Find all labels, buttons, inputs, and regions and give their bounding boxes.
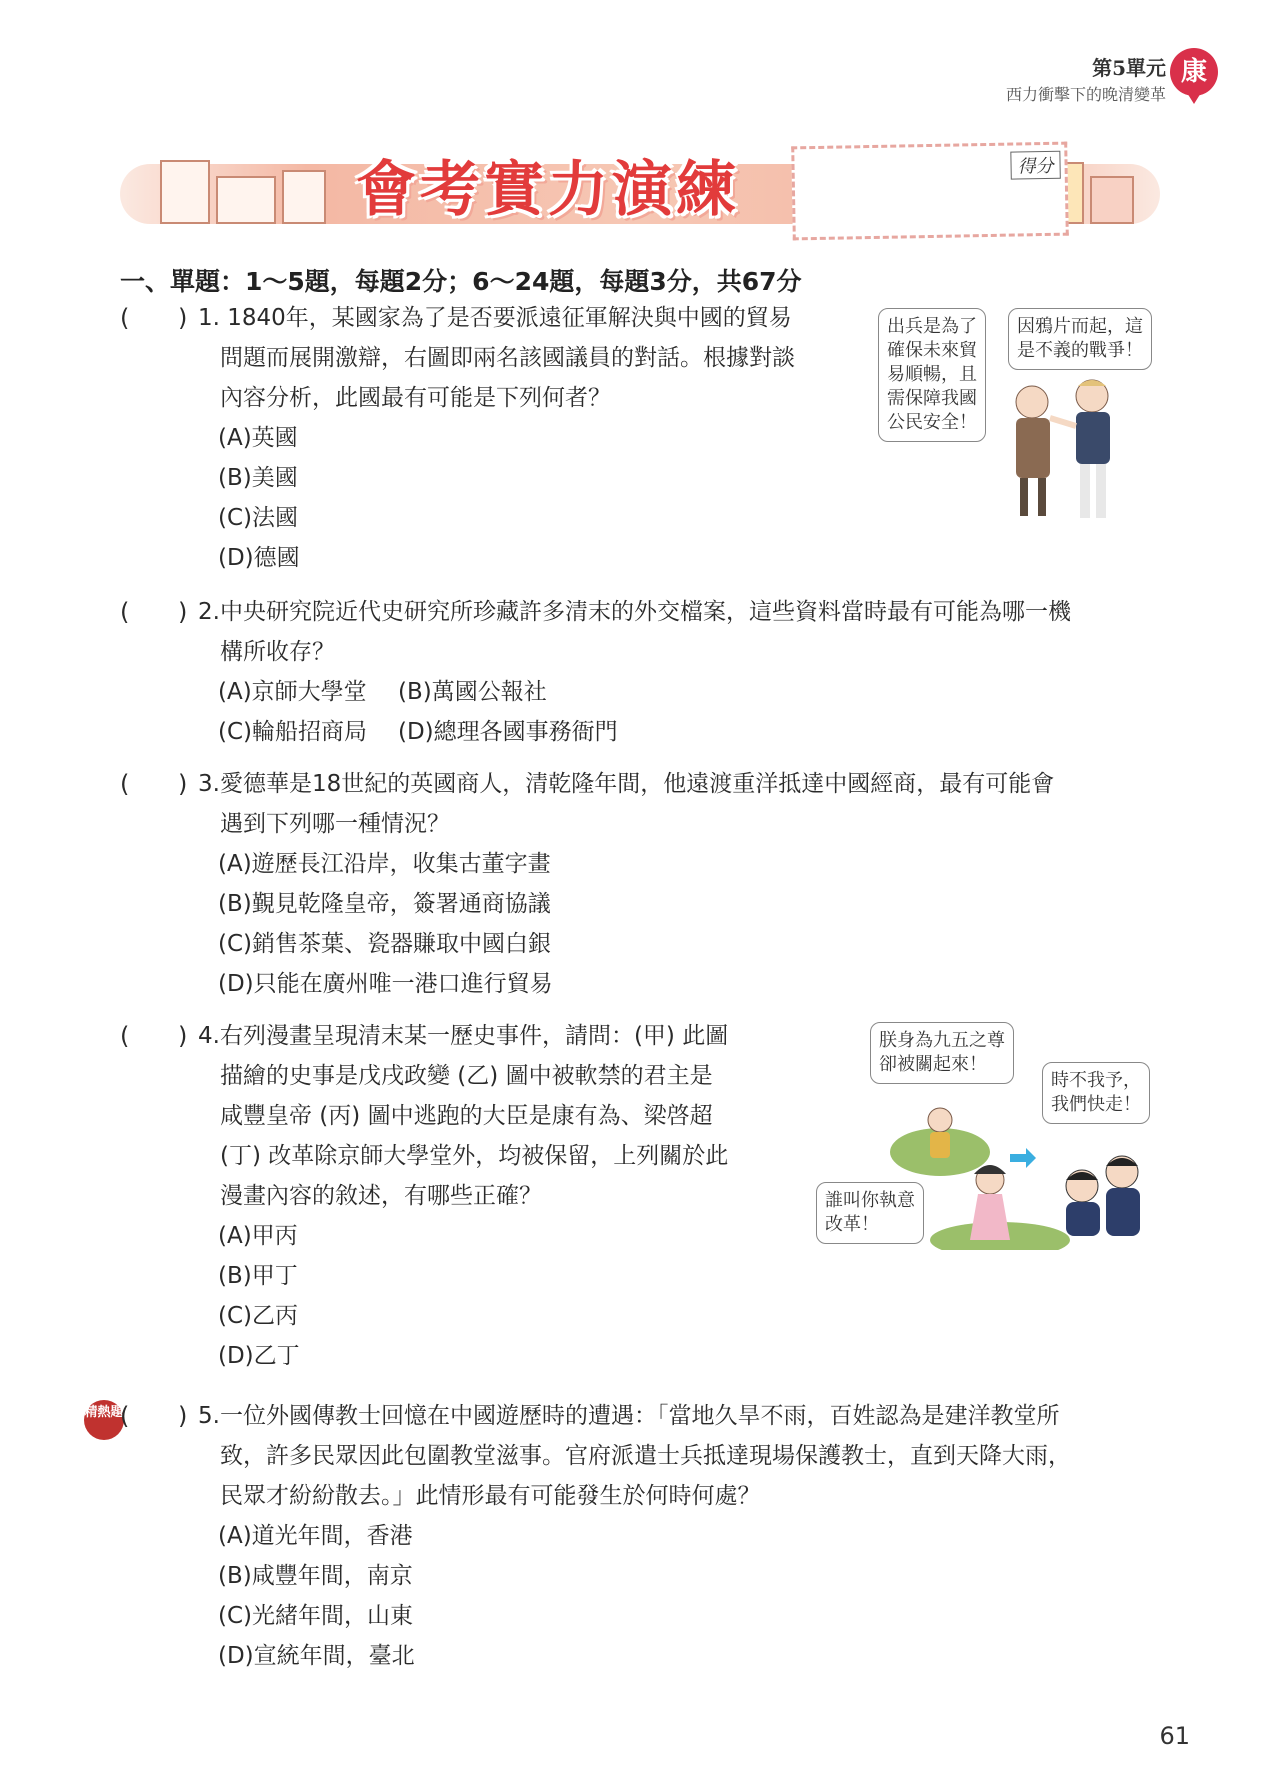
- option-b[interactable]: (B)美國: [218, 465, 298, 491]
- question-text-line: 問題而展開激辯，右圖即兩名該國議員的對話。根據對談: [220, 345, 795, 371]
- option-a[interactable]: (A)京師大學堂: [218, 679, 367, 705]
- unit-badge: 康: [1170, 48, 1218, 96]
- question-body: [198, 1016, 728, 1216]
- speech-bubble: 時不我予， 我們快走！: [1042, 1062, 1150, 1124]
- option-a[interactable]: (A)遊歷長江沿岸，收集古董字畫: [218, 851, 551, 877]
- speech-bubble: 出兵是為了 確保未來貿 易順暢，且 需保障我國 公民安全！: [878, 308, 986, 442]
- question-text-line: 漫畫內容的敘述，有哪些正確？: [220, 1183, 542, 1209]
- title-banner: [120, 140, 1160, 236]
- score-box[interactable]: [791, 142, 1069, 241]
- option-b[interactable]: (B)甲丁: [218, 1263, 298, 1289]
- question-text-line: 遇到下列哪一種情況？: [220, 811, 450, 837]
- banner-title: 會考實力演練: [356, 155, 740, 225]
- question-text-line: 描繪的史事是戊戌政變 (乙) 圖中被軟禁的君主是: [220, 1063, 713, 1089]
- question-text-line: 內容分析，此國最有可能是下列何者？: [220, 385, 611, 411]
- speech-bubble: 朕身為九五之尊 卻被關起來！: [870, 1022, 1014, 1084]
- speech-bubble: 誰叫你執意 改革！: [816, 1182, 924, 1244]
- score-label: 得分: [1010, 151, 1060, 180]
- coup-cartoon-illustration: [870, 1090, 1170, 1250]
- option-c[interactable]: (C)光緒年間，山東: [218, 1603, 414, 1629]
- answer-blank[interactable]: ( ): [120, 1022, 188, 1050]
- badge-pin-icon: [1184, 88, 1204, 104]
- question-text-line: 民眾才紛紛散去。」此情形最有可能發生於何時何處？: [220, 1483, 761, 1509]
- question-text-line: 右列漫畫呈現清末某一歷史事件，請問：(甲) 此圖: [219, 1023, 729, 1049]
- option-a[interactable]: (A)英國: [218, 425, 298, 451]
- question-body: [198, 764, 1054, 844]
- building-icon: [160, 160, 210, 224]
- section-heading: 一、單題：1～5題，每題2分；6～24題，每題3分，共67分: [120, 267, 802, 296]
- option-c[interactable]: (C)法國: [218, 505, 299, 531]
- question-text-line: 一位外國傳教士回憶在中國遊歷時的遭遇：「當地久旱不雨，百姓認為是建洋教堂所: [219, 1403, 1060, 1429]
- hot-topic-badge: 精熱題: [84, 1400, 124, 1440]
- option-d[interactable]: (D)乙丁: [218, 1343, 300, 1369]
- question-body: [198, 592, 1071, 672]
- question-number: 1.: [198, 305, 220, 331]
- unit-label: 第5單元: [1092, 56, 1166, 80]
- option-b[interactable]: (B)覲見乾隆皇帝，簽署通商協議: [218, 891, 551, 917]
- question-number: 5.: [198, 1403, 220, 1429]
- question-number: 3.: [198, 771, 220, 797]
- question-text-line: 咸豐皇帝 (丙) 圖中逃跑的大臣是康有為、梁啓超: [220, 1103, 713, 1129]
- question-text-line: 中央研究院近代史研究所珍藏許多清末的外交檔案，這些資料當時最有可能為哪一機: [219, 599, 1071, 625]
- option-d[interactable]: (D)只能在廣州唯一港口進行貿易: [218, 971, 553, 997]
- option-d[interactable]: (D)總理各國事務衙門: [398, 719, 618, 745]
- page-number: 61: [1159, 1722, 1190, 1750]
- question-number: 4.: [198, 1023, 220, 1049]
- building-icon: [1090, 176, 1134, 224]
- question-number: 2.: [198, 599, 220, 625]
- question-text-line: 構所收存？: [220, 639, 335, 665]
- option-c[interactable]: (C)輪船招商局: [218, 719, 368, 745]
- question-body: [198, 1396, 1071, 1516]
- option-c[interactable]: (C)乙丙: [218, 1303, 299, 1329]
- option-a[interactable]: (A)甲丙: [218, 1223, 298, 1249]
- question-body: [198, 298, 795, 418]
- question-text-line: 1840年，某國家為了是否要派遠征軍解決與中國的貿易: [227, 305, 792, 331]
- option-a[interactable]: (A)道光年間，香港: [218, 1523, 413, 1549]
- building-icon: [216, 176, 276, 224]
- parliament-debate-illustration: [1000, 372, 1130, 522]
- option-c[interactable]: (C)銷售茶葉、瓷器賺取中國白銀: [218, 931, 552, 957]
- question-text-line: (丁) 改革除京師大學堂外，均被保留，上列關於此: [220, 1143, 729, 1169]
- option-b[interactable]: (B)咸豐年間，南京: [218, 1563, 413, 1589]
- option-d[interactable]: (D)宣統年間，臺北: [218, 1643, 415, 1669]
- question-text-line: 致，許多民眾因此包圍教堂滋事。官府派遣士兵抵達現場保護教士，直到天降大雨，: [220, 1443, 1071, 1469]
- question-text-line: 愛德華是18世紀的英國商人，清乾隆年間，他遠渡重洋抵達中國經商，最有可能會: [219, 771, 1055, 797]
- answer-blank[interactable]: ( ): [120, 1402, 188, 1430]
- option-b[interactable]: (B)萬國公報社: [398, 679, 547, 705]
- unit-topic: 西力衝擊下的晚清變革: [1005, 85, 1166, 104]
- option-d[interactable]: (D)德國: [218, 545, 300, 571]
- answer-blank[interactable]: ( ): [120, 770, 188, 798]
- answer-blank[interactable]: ( ): [120, 598, 188, 626]
- speech-bubble: 因鴉片而起，這 是不義的戰爭！: [1008, 308, 1152, 370]
- answer-blank[interactable]: ( ): [120, 304, 188, 332]
- building-icon: [282, 170, 326, 224]
